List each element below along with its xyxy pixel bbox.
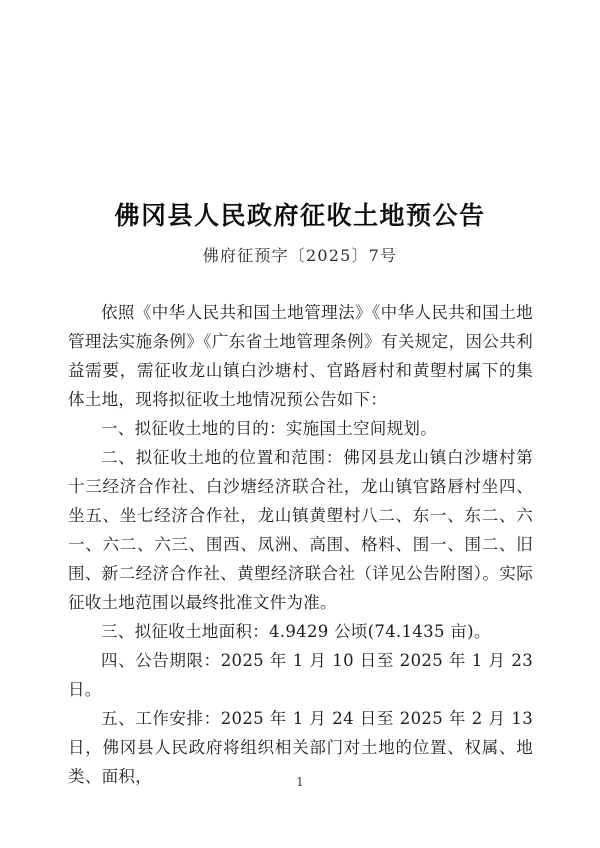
page-title: 佛冈县人民政府征收土地预公告 [114,201,486,230]
page-number: 1 [296,775,304,789]
paragraph-section-two: 二、拟征收土地的位置和范围：佛冈县龙山镇白沙塘村第十三经济合作社、白沙塘经济联合社，龙山镇官路唇村坐四、坐五、坐七经济合作社，龙山镇黄塱村八二、东一、东二、六一、六二、六三、围西、凤洲、高围、格料、围一、围二、旧围、新二经济合作社、黄塱经济联合社（详见公告附图）。实际征收土地范围以最终批准文件为准。 [68,448,533,612]
paragraph-section-five: 五、工作安排：2025 年 1 月 24 日至 2025 年 2 月 13 日，佛冈县人民政府将组织相关部门对土地的位置、权属、地类、面积， [68,709,533,786]
paragraph-section-one: 一、拟征收土地的目的：实施国土空间规划。 [101,419,437,438]
paragraph-section-three: 三、拟征收土地面积：4.9429 公顷(74.1435 亩)。 [101,622,491,641]
document-body [68,298,533,791]
document-number: 佛府征预字〔2025〕7号 [202,246,398,265]
paragraph-section-four: 四、公告期限：2025 年 1 月 10 日至 2025 年 1 月 23 日。 [68,651,533,699]
paragraph-preamble: 依照《中华人民共和国土地管理法》《中华人民共和国土地管理法实施条例》《广东省土地管理条例》有关规定，因公共利益需要，需征收龙山镇白沙塘村、官路唇村和黄塱村属下的集体土地，现将拟征收土地情况预公告如下： [68,303,533,409]
